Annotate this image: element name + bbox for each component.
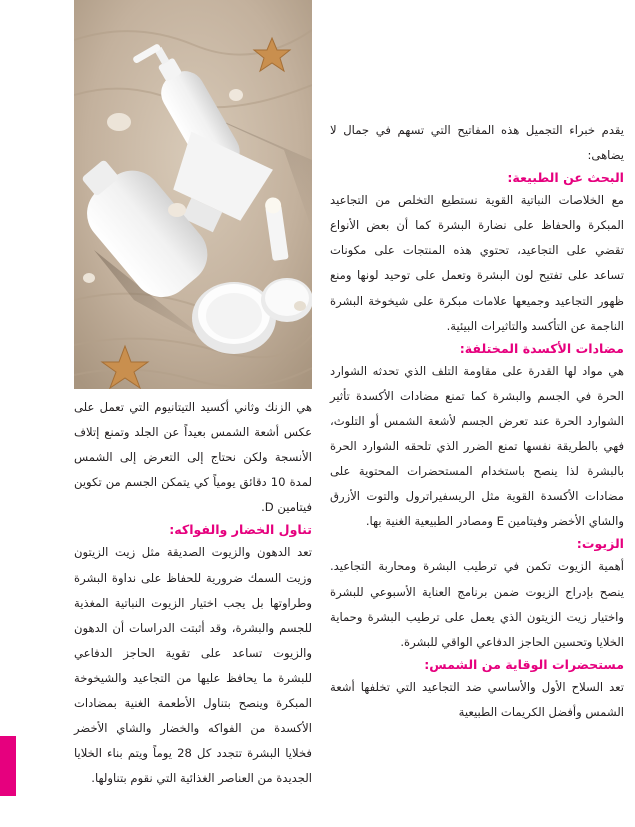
section-body: تعد الدهون والزيوت الصديقة مثل زيت الزيتون وزيت السمك ضرورية للحفاظ على نداوة البشرة وطراوتها بل يجب اختيار الزيوت النباتية المغذية للجسم والبشرة، وقد أثبتت الدراسات أن الدهون والزيوت تساعد على تقوية الحاجز الدفاعي للبشرة ما يحافظ عليها من التجاعيد والشيخوخة المبكرة وينصح بتناول الأطعمة الغنية بمضادات الأكسدة من الفواكه والخضار والشاي الأخضر فخلايا البشرة تتجدد كل 28 يوماً ويتم بناء الخلايا الجديدة من العناصر الغذائية التي نقوم بتناولها. [74,545,312,786]
section-body: تعد السلاح الأول والأساسي ضد التجاعيد التي تخلفها أشعة الشمس وأفضل الكريمات الطبيعية [330,679,624,719]
right-column [330,118,624,725]
section-body: هي مواد لها القدرة على مقاومة التلف الذي تحدثه الشوارد الحرة في الجسم والبشرة كما تمنع مضادات الأكسدة تأثير الشوارد الحرة عند تعرض الجسم لأشعة الشمس أو التلوث، فهي بالطريقة نفسها تمنع الضرر الذي تلحقه الشوارد الحرة بالبشرة لذا ينصح باستخدام المستحضرات المحتوية على مضادات الأكسدة القوية مثل الريسفيراترول والتوت الأزرق والشاي الأخضر وفيتامين E ومصادر الطبيعية الغنية بها. [330,363,624,529]
section-heading: تناول الخضار والفواكه: [169,522,312,538]
section-heading: مستحضرات الوقاية من الشمس: [424,656,624,672]
left-column [74,395,312,791]
page-edge-tab [0,736,16,796]
section-heading: البحث عن الطبيعة: [507,170,624,186]
intro-paragraph: يقدم خبراء التجميل هذه المفاتيح التي تسهم في جمال لا يضاهى: [330,123,624,163]
section-body: مع الخلاصات النباتية القوية نستطيع التخلص من التجاعيد المبكرة والحفاظ على نضارة البشرة كما أن بعض الأنواع تقضي على التجاعيد، تحتوي هذه المنتجات على مكونات تساعد على تفتيح لون البشرة وتعمل على توحيد لونها ومنع ظهور التجاعيد وجميعها علامات مبكرة على شيخوخة البشرة الناجمة عن التأكسد والتاثيرات البيئية. [330,193,624,333]
section-body: أهمية الزيوت تكمن في ترطيب البشرة ومحاربة التجاعيد. ينصح بإدراج الزيوت ضمن برنامج العناية الأسبوعي للبشرة واختيار زيت الزيتون الذي يعمل على ترطيب البشرة وحماية الخلايا وتحسين الحاجز الدفاعي الواقي للبشرة. [330,559,624,649]
section-heading: الزيوت: [576,536,624,552]
cosmetics-on-sand-photo [74,0,312,389]
section-heading: مضادات الأكسدة المختلفة: [459,340,624,356]
continued-paragraph: هي الزنك وثاني أكسيد التيتانيوم التي تعمل على عكس أشعة الشمس بعيداً عن الجلد وتمنع إتلاف الأنسجة ولكن نحتاج إلى التعرض إلى الشمس لمدة 10 دقائق يومياً كي يتمكن الجسم من تكوين فيتامين D. [74,400,312,515]
